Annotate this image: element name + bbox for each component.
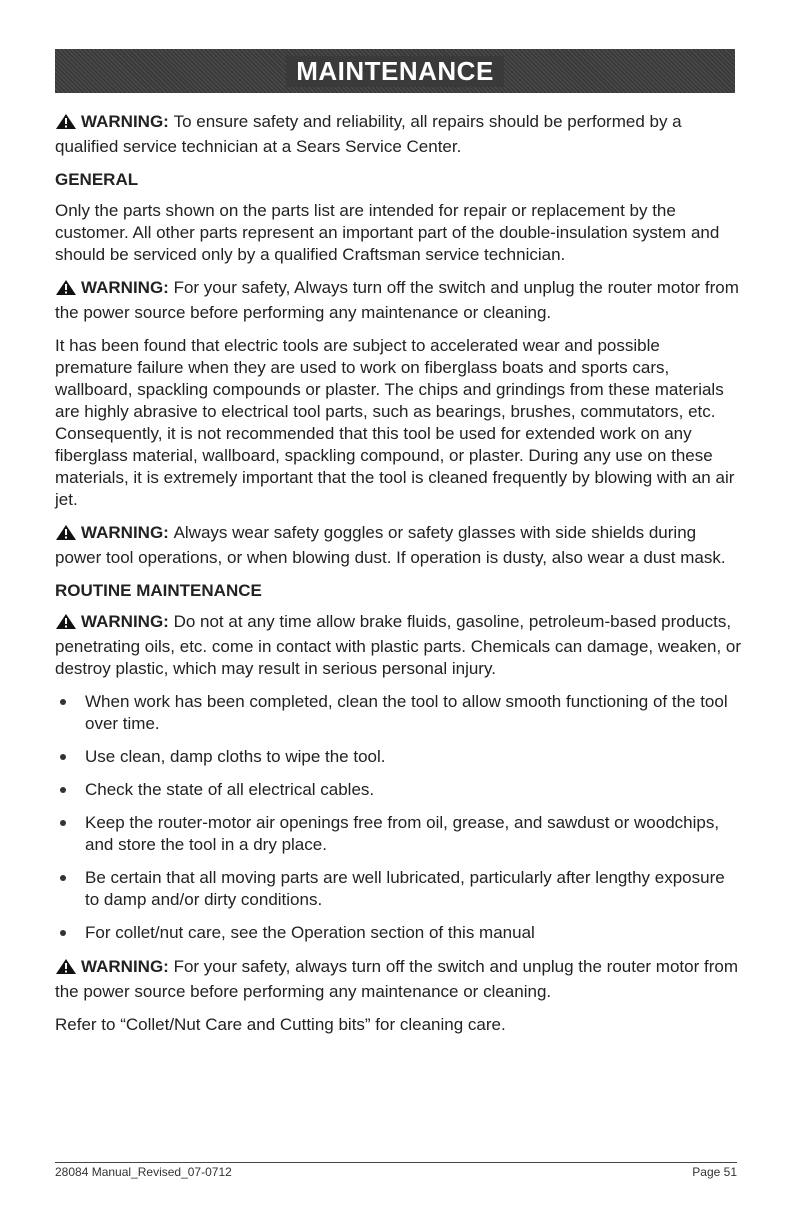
list-item: Check the state of all electrical cables.	[55, 779, 741, 801]
warning-label: WARNING:	[81, 957, 169, 976]
warning-label: WARNING:	[81, 278, 169, 297]
section-banner	[55, 49, 735, 93]
warning-triangle-icon	[55, 958, 77, 981]
footer-document-id: 28084 Manual_Revised_07-0712	[55, 1165, 232, 1179]
warning-text: To ensure safety and reliability, all repairs should be performed by a qualified service technician at a Sears Service Center.	[55, 112, 682, 156]
page-footer	[55, 1162, 737, 1179]
warning-text: For your safety, always turn off the switch and unplug the router motor from the power source before performing any maintenance or cleaning.	[55, 957, 738, 1001]
general-paragraph: Only the parts shown on the parts list are intended for repair or replacement by the customer. All other parts represent an important part of the double-insulation system and should be serviced only by a qualified Craftsman service technician.	[55, 201, 720, 264]
warning-notice	[55, 611, 741, 680]
warning-triangle-icon	[55, 613, 77, 636]
warning-notice	[55, 956, 741, 1003]
warning-label: WARNING:	[81, 112, 169, 131]
warning-notice	[55, 111, 741, 158]
warning-label: WARNING:	[81, 523, 169, 542]
warning-label: WARNING:	[81, 612, 169, 631]
warning-notice	[55, 277, 741, 324]
maintenance-list	[55, 691, 741, 944]
warning-triangle-icon	[55, 279, 77, 302]
warning-triangle-icon	[55, 113, 77, 136]
warning-text: Do not at any time allow brake fluids, gasoline, petroleum-based products, penetrating oils, etc. come in contact with plastic parts. Chemicals can damage, weaken, or destroy plastic, which may result in serious personal injury.	[55, 612, 742, 678]
list-item: For collet/nut care, see the Operation section of this manual	[55, 922, 741, 944]
warning-text: For your safety, Always turn off the switch and unplug the router motor from the power source before performing any maintenance or cleaning.	[55, 278, 739, 322]
warning-triangle-icon	[55, 524, 77, 547]
warning-text: Always wear safety goggles or safety glasses with side shields during power tool operations, or when blowing dust. If operation is dusty, also wear a dust mask.	[55, 523, 726, 567]
page-title: MAINTENANCE	[286, 56, 504, 87]
list-item: When work has been completed, clean the tool to allow smooth functioning of the tool over time.	[55, 691, 741, 735]
list-item: Use clean, damp cloths to wipe the tool.	[55, 746, 741, 768]
list-item: Be certain that all moving parts are well lubricated, particularly after lengthy exposure to damp and/or dirty conditions.	[55, 867, 741, 911]
warning-notice	[55, 522, 741, 569]
page-number: Page 51	[692, 1165, 737, 1179]
section-heading-general: GENERAL	[55, 170, 139, 189]
closing-note: Refer to “Collet/Nut Care and Cutting bits” for cleaning care.	[55, 1015, 506, 1034]
general-paragraph: It has been found that electric tools are subject to accelerated wear and possible premature failure when they are used to work on fiberglass boats and sports cars, wallboard, spackling compounds or plaster. The chips and grindings from these materials are highly abrasive to electrical tool parts, such as bearings, brushes, commutators, etc. Consequently, it is not recommended that this tool be used for extended work on any fiberglass material, wallboard, spackling compound, or plaster. During any use on these materials, it is extremely important that the tool is cleaned frequently by blowing with an air jet.	[55, 336, 735, 509]
section-heading-routine-maintenance: ROUTINE MAINTENANCE	[55, 581, 262, 600]
content-body	[55, 111, 741, 1047]
list-item: Keep the router-motor air openings free from oil, grease, and sawdust or woodchips, and store the tool in a dry place.	[55, 812, 741, 856]
